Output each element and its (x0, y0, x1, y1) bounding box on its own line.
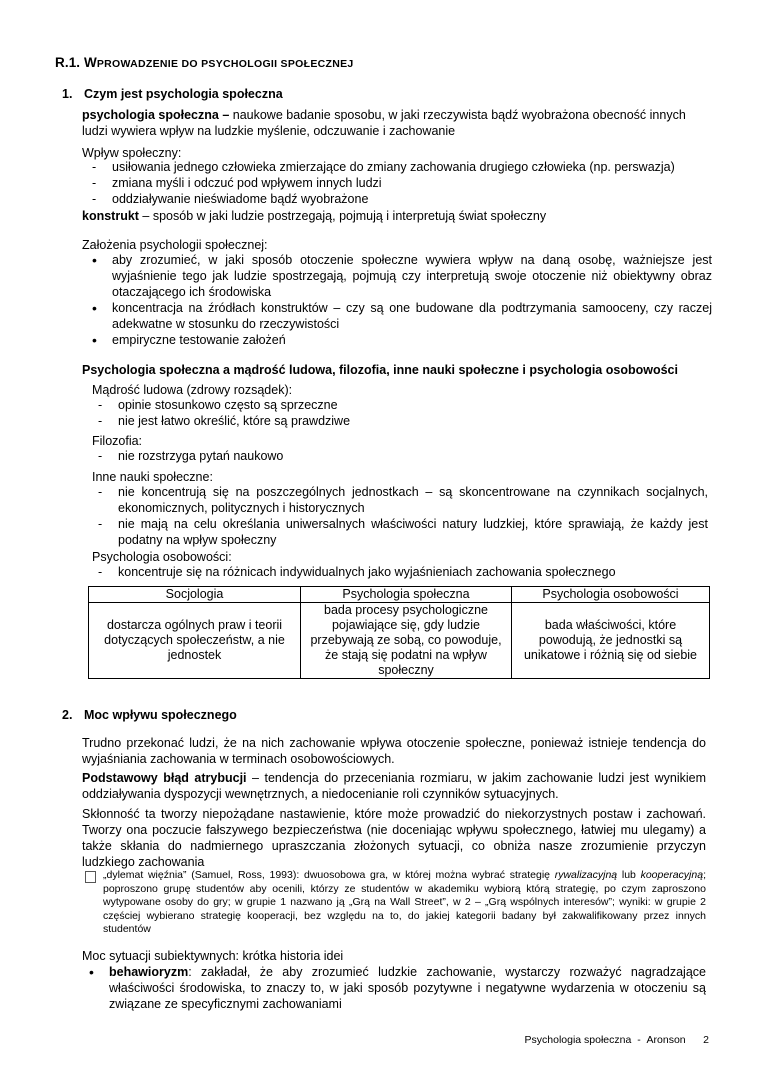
history-list (109, 964, 706, 1012)
section-1-heading (62, 87, 283, 101)
table-row (89, 603, 710, 679)
behaviorism-def: : zakładał, że aby zrozumieć ludzkie zachowanie, wystarczy rozważyć nagradzające właściwości środowiska, to znaczy to, w jaki sposób pozytywne i negatywne wydarzenia w otoczeniu są związane ze specyficznymi zachowaniami (109, 965, 706, 1011)
social-influence-list (112, 159, 712, 207)
list-item: - nie koncentrują się na poszczególnych jednostkach – są skoncentrowane na czynnikach socjalnych, ekonomicznych, politycznych i historycznych (118, 484, 708, 516)
list-item: - nie jest łatwo określić, które są prawdziwe (118, 413, 708, 429)
table-cell: bada procesy psychologiczne pojawiające się, gdy ludzie przebywają ze sobą, co powoduje, że stają się podatni na wpływ społeczny (301, 603, 512, 679)
list-item: - nie mają na celu określania uniwersalnych właściwości natury ludzkiej, które sprawiają, że każdy jest podatny na wpływ społeczny (118, 516, 708, 548)
list-item: • aby zrozumieć, w jaki sposób otoczenie społeczne wywiera wpływ na daną osobę, ważniejsze jest wyjaśnienie tego jak ludzie spostrzegają, pojmują czy interpretują swoje otoczenie niż obiektywny obraz otaczającego ich środowiska (112, 252, 712, 300)
definition-term: psychologia społeczna – (82, 108, 233, 122)
behaviorism-term: behawioryzm (109, 965, 189, 979)
note-part-2: lub (617, 869, 641, 881)
section-2-number: 2. (62, 708, 73, 722)
list-item: - usiłowania jednego człowieka zmierzające do zmiany zachowania drugiego człowieka (np. perswazja) (112, 159, 712, 175)
section-2-heading (62, 708, 237, 722)
definition-line-1: naukowe badanie sposobu, w jaki rzeczywista bądź wyobrażona obecność innych (232, 108, 686, 122)
construct-definition (82, 208, 546, 224)
section-1-number: 1. (62, 87, 73, 101)
note-italic-1: rywalizacyjną (554, 869, 618, 881)
history-label: Moc sytuacji subiektywnych: krótka historia idei (82, 949, 344, 963)
footer-author: Aronson (646, 1034, 686, 1046)
fae-def: – tendencja do przeceniania rozmiaru, w jakim zachowanie ludzi jest wynikiem oddziaływania dyspozycji wewnętrznych, a niedocenianie roli czynników sytuacyjnych. (82, 771, 706, 801)
chapter-title-rest: PROWADZENIE DO PSYCHOLOGII SPOŁECZNEJ (96, 58, 354, 70)
construct-def: – sposób w jaki ludzie postrzegają, pojmują i interpretują świat społeczny (138, 209, 547, 223)
social-influence-label: Wpływ społeczny: (82, 146, 182, 160)
page-number: 2 (703, 1034, 709, 1046)
comparison-heading: Psychologia społeczna a mądrość ludowa, filozofia, inne nauki społeczne i psychologia osobowości (82, 363, 678, 377)
prisoners-dilemma-note (103, 869, 706, 937)
list-item: - koncentruje się na różnicach indywidualnych jako wyjaśnieniach zachowania społecznego (118, 564, 708, 580)
personality-label: Psychologia osobowości: (92, 550, 232, 564)
footer-title: Psychologia społeczna (524, 1034, 632, 1046)
folk-wisdom-list (118, 397, 708, 429)
table-header-cell: Psychologia społeczna (301, 587, 512, 603)
list-item: • empiryczne testowanie założeń (112, 332, 712, 348)
table-cell: dostarcza ogólnych praw i teorii dotyczących społeczeństw, a nie jednostek (89, 603, 301, 679)
note-part-3: ; poproszono grupę studentów aby ocenili, którzy ze studentów w akademiku wybiorą którą strategię, po czym zaproszono wytypowane osoby do gry; w grupie 1 nazwano ją „Grą na Wall Street”, w 2 – „Grą wspólnych interesów”; wyniki: w grupie 2 częściej wybierano strategię kooperacji, bez względu na to, do jakiej kategorii badany był zakwalifikowany przez innych studentów (103, 869, 706, 935)
note-italic-2: kooperacyjną (640, 869, 704, 881)
fundamental-attribution-error (82, 770, 706, 802)
other-sciences-list (118, 484, 708, 548)
note-part-1: „dylemat więźnia” (Samuel, Ross, 1993): dwuosobowa gra, w której można wybrać strategię (103, 869, 555, 881)
list-item: - opinie stosunkowo często są sprzeczne (118, 397, 708, 413)
list-item: - zmiana myśli i odczuć pod wpływem innych ludzi (112, 175, 712, 191)
section-1-title: Czym jest psychologia społeczna (84, 87, 283, 101)
fae-term: Podstawowy błąd atrybucji (82, 771, 247, 785)
list-item: - nie rozstrzyga pytań naukowo (118, 448, 708, 464)
section-2-title: Moc wpływu społecznego (84, 708, 237, 722)
list-item (109, 964, 706, 1012)
section-2-paragraph-1: Trudno przekonać ludzi, że na nich zachowanie wpływa otoczenie społeczne, ponieważ istnieje tendencja do wyjaśniania zachowania w terminach osobowościowych. (82, 736, 706, 766)
chapter-title (55, 55, 354, 70)
other-sciences-label: Inne nauki społeczne: (92, 470, 213, 484)
construct-term: konstrukt (82, 209, 139, 223)
assumptions-label: Założenia psychologii społecznej: (82, 238, 268, 252)
chapter-title-prefix: R.1. W (55, 55, 97, 70)
folk-wisdom-label: Mądrość ludowa (zdrowy rozsądek): (92, 383, 293, 397)
assumptions-list (112, 252, 712, 348)
list-item: - oddziaływanie nieświadome bądź wyobrażone (112, 191, 712, 207)
definition-line-2: ludzi wywiera wpływ na ludzkie myślenie, odczuwanie i zachowanie (82, 124, 456, 138)
table-header-cell: Psychologia osobowości (512, 587, 710, 603)
philosophy-list (118, 448, 708, 464)
footer-separator: - (637, 1034, 641, 1046)
table-cell: bada właściwości, które powodują, że jednostki są unikatowe i różnią się od siebie (512, 603, 710, 679)
definition-social-psychology (82, 107, 712, 139)
checkbox-bullet-icon (85, 871, 96, 883)
list-item: • koncentracja na źródłach konstruktów – czy są one budowane dla podtrzymania samooceny, czy raczej adekwatne w stosunku do rzeczywistości (112, 300, 712, 332)
personality-list (118, 564, 708, 580)
philosophy-label: Filozofia: (92, 434, 143, 448)
section-2-paragraph-3: Skłonność ta tworzy niepożądane nastawienie, które może prowadzić do niekorzystnych postaw i zachowań. Tworzy ona poczucie fałszywego bezpieczeństwa (nie doceniając wpływu społecznego, łatwiej mu ulegamy) a także skłania do nadmiernego upraszczania złożonych sytuacji, co obniża nasze zrozumienie przyczyn ludzkiego zachowania (82, 807, 706, 869)
comparison-table (88, 586, 710, 679)
page-footer (525, 1034, 709, 1046)
table-header-cell: Socjologia (89, 587, 301, 603)
table-header-row (89, 587, 710, 603)
